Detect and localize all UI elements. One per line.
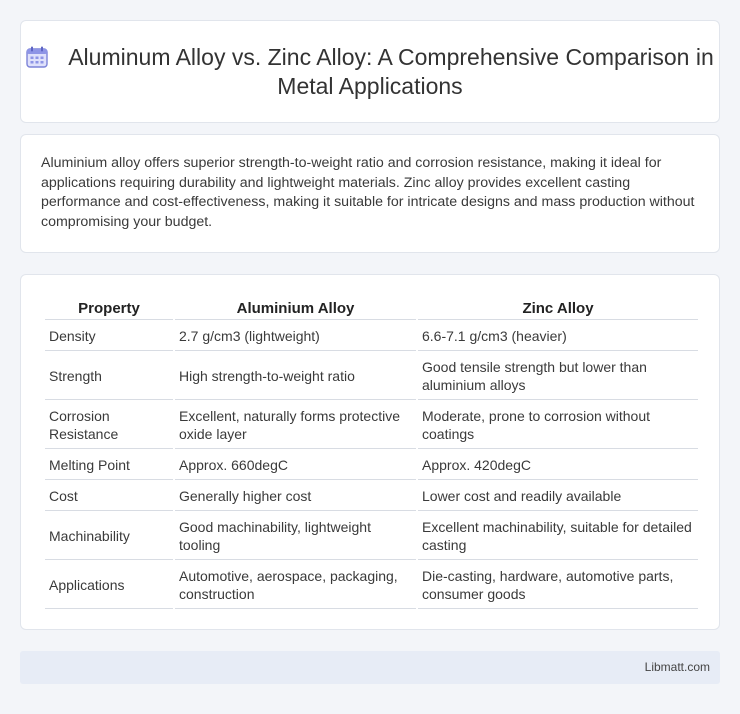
aluminium-cell: Excellent, naturally forms protective oxide layer xyxy=(175,400,416,449)
property-cell: Cost xyxy=(45,480,173,511)
page-title: Aluminum Alloy vs. Zinc Alloy: A Comprehensive Comparison in Metal Applications xyxy=(68,44,714,99)
header-property: Property xyxy=(45,294,173,320)
table-row xyxy=(45,400,698,449)
table-row xyxy=(45,511,698,560)
zinc-cell: Moderate, prone to corrosion without coatings xyxy=(418,400,698,449)
comparison-table xyxy=(43,294,700,609)
footer-brand: Libmatt.com xyxy=(644,660,710,674)
table-row xyxy=(45,351,698,400)
property-cell: Density xyxy=(45,320,173,351)
property-cell: Strength xyxy=(45,351,173,400)
intro-card xyxy=(20,134,720,253)
property-cell: Machinability xyxy=(45,511,173,560)
zinc-cell: Excellent machinability, suitable for detailed casting xyxy=(418,511,698,560)
zinc-cell: Die-casting, hardware, automotive parts, consumer goods xyxy=(418,560,698,609)
table-row xyxy=(45,480,698,511)
title-card xyxy=(20,20,720,123)
table-row xyxy=(45,560,698,609)
zinc-cell: Good tensile strength but lower than aluminium alloys xyxy=(418,351,698,400)
zinc-cell: Lower cost and readily available xyxy=(418,480,698,511)
table-row xyxy=(45,449,698,480)
aluminium-cell: Approx. 660degC xyxy=(175,449,416,480)
property-cell: Applications xyxy=(45,560,173,609)
intro-paragraph: Aluminium alloy offers superior strength-to-weight ratio and corrosion resistance, making it ideal for applications requiring durability and lightweight materials. Zinc alloy provides excellent casting performance and cost-effectiveness, making it suitable for intricate designs and mass production without compromising your budget. xyxy=(41,155,695,230)
aluminium-cell: High strength-to-weight ratio xyxy=(175,351,416,400)
footer-bar xyxy=(20,651,720,684)
zinc-cell: 6.6-7.1 g/cm3 (heavier) xyxy=(418,320,698,351)
header-zinc: Zinc Alloy xyxy=(418,294,698,320)
page-title-wrap xyxy=(21,43,719,101)
table-header-row xyxy=(45,294,698,320)
header-aluminium: Aluminium Alloy xyxy=(175,294,416,320)
aluminium-cell: Good machinability, lightweight tooling xyxy=(175,511,416,560)
aluminium-cell: Automotive, aerospace, packaging, construction xyxy=(175,560,416,609)
table-row xyxy=(45,320,698,351)
comparison-card xyxy=(20,274,720,630)
property-cell: Melting Point xyxy=(45,449,173,480)
calendar-icon xyxy=(26,46,48,68)
aluminium-cell: Generally higher cost xyxy=(175,480,416,511)
property-cell: Corrosion Resistance xyxy=(45,400,173,449)
aluminium-cell: 2.7 g/cm3 (lightweight) xyxy=(175,320,416,351)
zinc-cell: Approx. 420degC xyxy=(418,449,698,480)
